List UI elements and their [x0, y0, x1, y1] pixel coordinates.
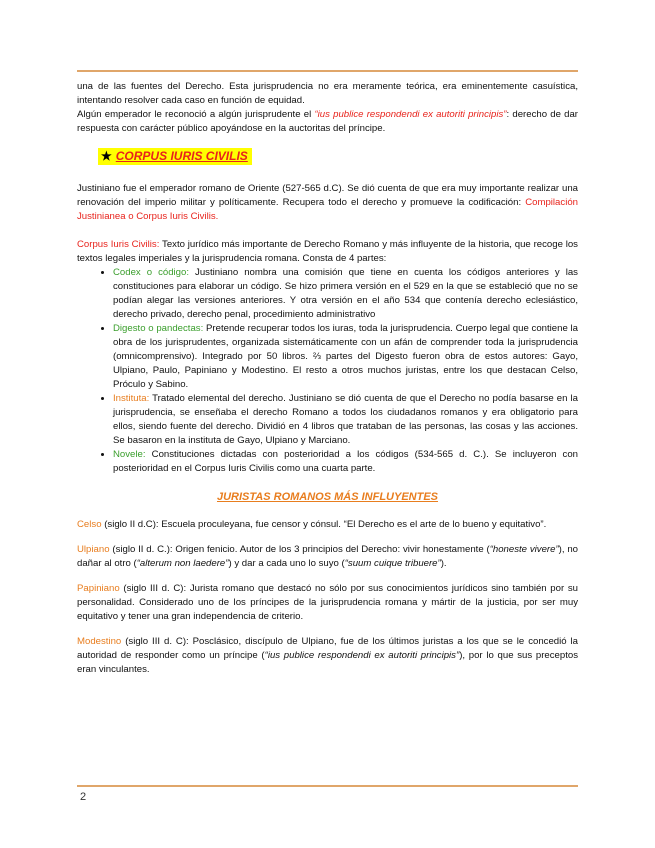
- ulpiano-t3: ) y dar a cada uno lo suyo (: [228, 558, 345, 569]
- papiniano-name: Papiniano: [77, 583, 120, 594]
- novele-term: Novele:: [113, 449, 146, 460]
- page-number: 2: [80, 791, 87, 803]
- list-item-instituta: [113, 392, 578, 448]
- intro-line1: una de las fuentes del Derecho. Esta jurisprudencia no era meramente teórica, era eminentemente casuística, intentando resolver cada caso en función de equidad.: [77, 81, 578, 106]
- ulpiano-paragraph: [77, 543, 578, 571]
- codex-text: Justiniano nombra una comisión que tiene en cuenta los códigos anteriores y las constituciones para elaborar un código. Se hizo primera versión en el 529 en la que se estableció que no se podían alegar las versiones anteriores. Y otra versión en el año 534 que contenía derecho eclesiástico, derecho privado, derecho penal, procedimiento administrativo: [113, 267, 578, 320]
- codex-term: Codex o código:: [113, 267, 190, 278]
- ulpiano-t1: (siglo II d. C.): Origen fenicio. Autor de los 3 principios del Derecho: vivir honestamente (: [109, 544, 490, 555]
- corpus-heading: [98, 148, 252, 165]
- papiniano-paragraph: [77, 582, 578, 624]
- list-item-digesto: [113, 322, 578, 392]
- list-item-codex: [113, 266, 578, 322]
- justiniano-paragraph: [77, 182, 578, 224]
- digesto-text: Pretende recuperar todos los iuras, toda la jurisprudencia. Cuerpo legal que contiene la obra de los jurisprudentes, organizada sistemáticamente con un afán de comprender toda la jurisprudencia (omnicomprensivo). Integrado por 50 libros. ⅔ partes del Digesto fueron obra de estos autores: Gayo, Ulpiano, Paulo, Papiniano y Modestino. El resto a otros muchos juristas, entre los que destacan Celso, Próculo y Sabino.: [113, 323, 578, 390]
- modestino-name: Modestino: [77, 636, 122, 647]
- instituta-term: Instituta:: [113, 393, 150, 404]
- list-item-novele: [113, 448, 578, 476]
- juristas-heading: JURISTAS ROMANOS MÁS INFLUYENTES: [216, 491, 439, 503]
- intro-paragraph: [77, 80, 578, 136]
- justiniano-highlight: Compilación Justinianea o Corpus Iuris Civilis.: [77, 197, 578, 222]
- corpus-term: Corpus Iuris Civilis:: [77, 239, 160, 250]
- bottom-rule: [77, 785, 578, 787]
- papiniano-text: (siglo III d. C): Jurista romano que destacó no sólo por sus conocimientos jurídicos sino también por su personalidad. Considerado uno de los príncipes de la jurisprudencia romana y mártir de la justicia, por ser muy equitativo y tener una gran independencia de criterio.: [77, 583, 578, 622]
- ulpiano-t2: ), no dañar al otro (: [77, 544, 578, 569]
- top-rule: [77, 70, 578, 72]
- digesto-term: Digesto o pandectas:: [113, 323, 204, 334]
- modestino-q1: “ius publice respondendi ex autoriti principis”: [264, 650, 460, 661]
- ulpiano-q3: “suum cuique tribuere”: [344, 558, 441, 569]
- ulpiano-t4: ).: [440, 558, 447, 569]
- corpus-def-text: Texto jurídico más importante de Derecho Romano y más influyente de la historia, que recoge los textos legales imperiales y la jurisprudencia romana. Consta de 4 partes:: [77, 239, 578, 264]
- novele-text: Constituciones dictadas con posterioridad a los códigos (534-565 d. C.). Se incluyeron con posterioridad en el Corpus Iuris Civilis como una cuarta parte.: [113, 449, 578, 474]
- celso-paragraph: [77, 518, 578, 532]
- ulpiano-q2: “alterum non laedere”: [136, 558, 229, 569]
- intro-line2-pre: Algún emperador le reconoció a algún jurisprudente el: [77, 109, 315, 120]
- celso-name: Celso: [77, 519, 102, 530]
- star-icon: ★: [101, 149, 112, 163]
- modestino-t2: ), por lo que sus preceptos eran vinculantes.: [77, 650, 579, 675]
- justiniano-text: Justiniano fue el emperador romano de Oriente (527-565 d.C). Se dió cuenta de que era muy importante realizar una renovación del imperio militar y políticamente. Recupera todo el derecho y promueve la codificación:: [77, 183, 578, 208]
- ulpiano-q1: “honeste vivere”: [489, 544, 559, 555]
- modestino-paragraph: [77, 635, 578, 677]
- corpus-definition: [77, 238, 578, 266]
- corpus-heading-title: CORPUS IURIS CIVILIS: [115, 149, 248, 163]
- corpus-parts-list: [77, 266, 578, 476]
- ius-publice-quote: “ius publice respondendi ex autoriti principis”: [314, 109, 507, 120]
- ulpiano-name: Ulpiano: [77, 544, 110, 555]
- celso-text: (siglo II d.C): Escuela proculeyana, fue censor y cónsul. “El Derecho es el arte de lo bueno y equitativo”.: [101, 519, 547, 530]
- page-content: [77, 80, 578, 677]
- intro-line2-post: : derecho de dar respuesta con carácter público apoyándose en la auctoritas del príncipe.: [77, 109, 578, 134]
- modestino-t1: (siglo III d. C): Posclásico, discípulo de Ulpiano, fue de los últimos juristas a los que se le concedió la autoridad de responder como un príncipe (: [77, 636, 578, 661]
- instituta-text: Tratado elemental del derecho. Justiniano se dió cuenta de que el Derecho no podía basarse en la jurisprudencia, se enseñaba el derecho Romano a todos los ciudadanos romanos y era obligatorio para ellos, siendo fuente del derecho. Dividió en 4 libros que trataban de las personas, las cosas y las acciones. Se basaron en la instituta de Gayo, Ulpiano y Marciano.: [113, 393, 578, 446]
